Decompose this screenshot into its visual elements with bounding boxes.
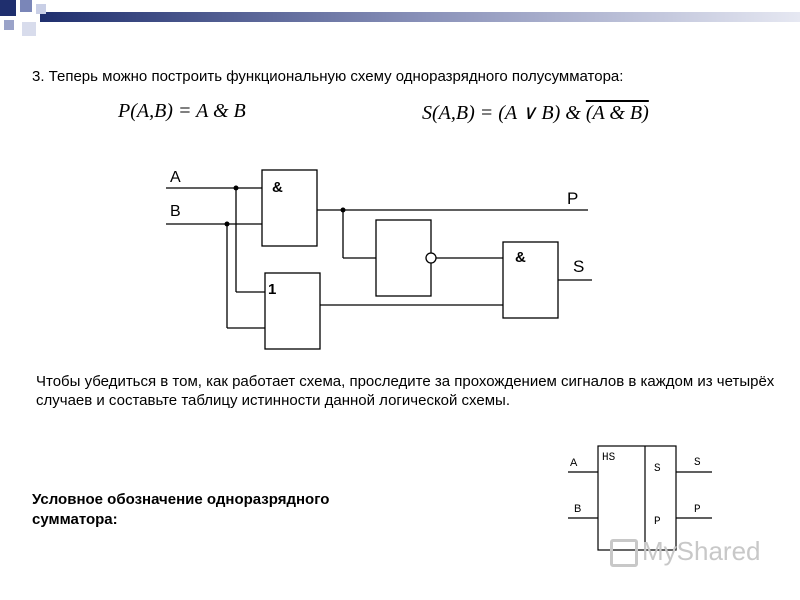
symbol-out-s: S (694, 457, 701, 469)
watermark-icon (610, 539, 638, 567)
formula-s-prefix: S(A,B) = (A ∨ B) & (422, 102, 586, 124)
output-p-label: P (567, 189, 579, 208)
symbol-inner-s: S (654, 463, 661, 475)
symbol-out-p: P (694, 504, 701, 516)
formula-p: P(A,B) = A & B (118, 100, 246, 122)
or-gate-symbol: 1 (268, 281, 277, 298)
symbol-in-b: B (574, 503, 582, 515)
watermark-text: MyShared (642, 536, 761, 566)
legend-title: Условное обозначение одноразрядного сумматора: (32, 491, 330, 528)
symbol-in-a: A (570, 457, 578, 469)
input-a-label: A (170, 169, 181, 186)
symbol-block-label: HS (602, 452, 616, 464)
symbol-inner-p: P (654, 516, 661, 528)
formula-s-overlined: (A & B) (585, 102, 649, 124)
input-b-label: B (170, 203, 181, 220)
watermark-logo (610, 536, 761, 567)
output-s-label: S (573, 257, 585, 276)
and-gate-top-symbol: & (272, 179, 283, 196)
and-gate-out-symbol: & (515, 249, 526, 266)
section-heading: 3. Теперь можно построить функциональную схему одноразрядного полусумматора: (32, 68, 624, 85)
instruction-paragraph: Чтобы убедиться в том, как работает схема, проследите за прохождением сигналов в каждом из четырёх случаев и составьте таблицу истинности данной логической схемы. (36, 373, 775, 409)
